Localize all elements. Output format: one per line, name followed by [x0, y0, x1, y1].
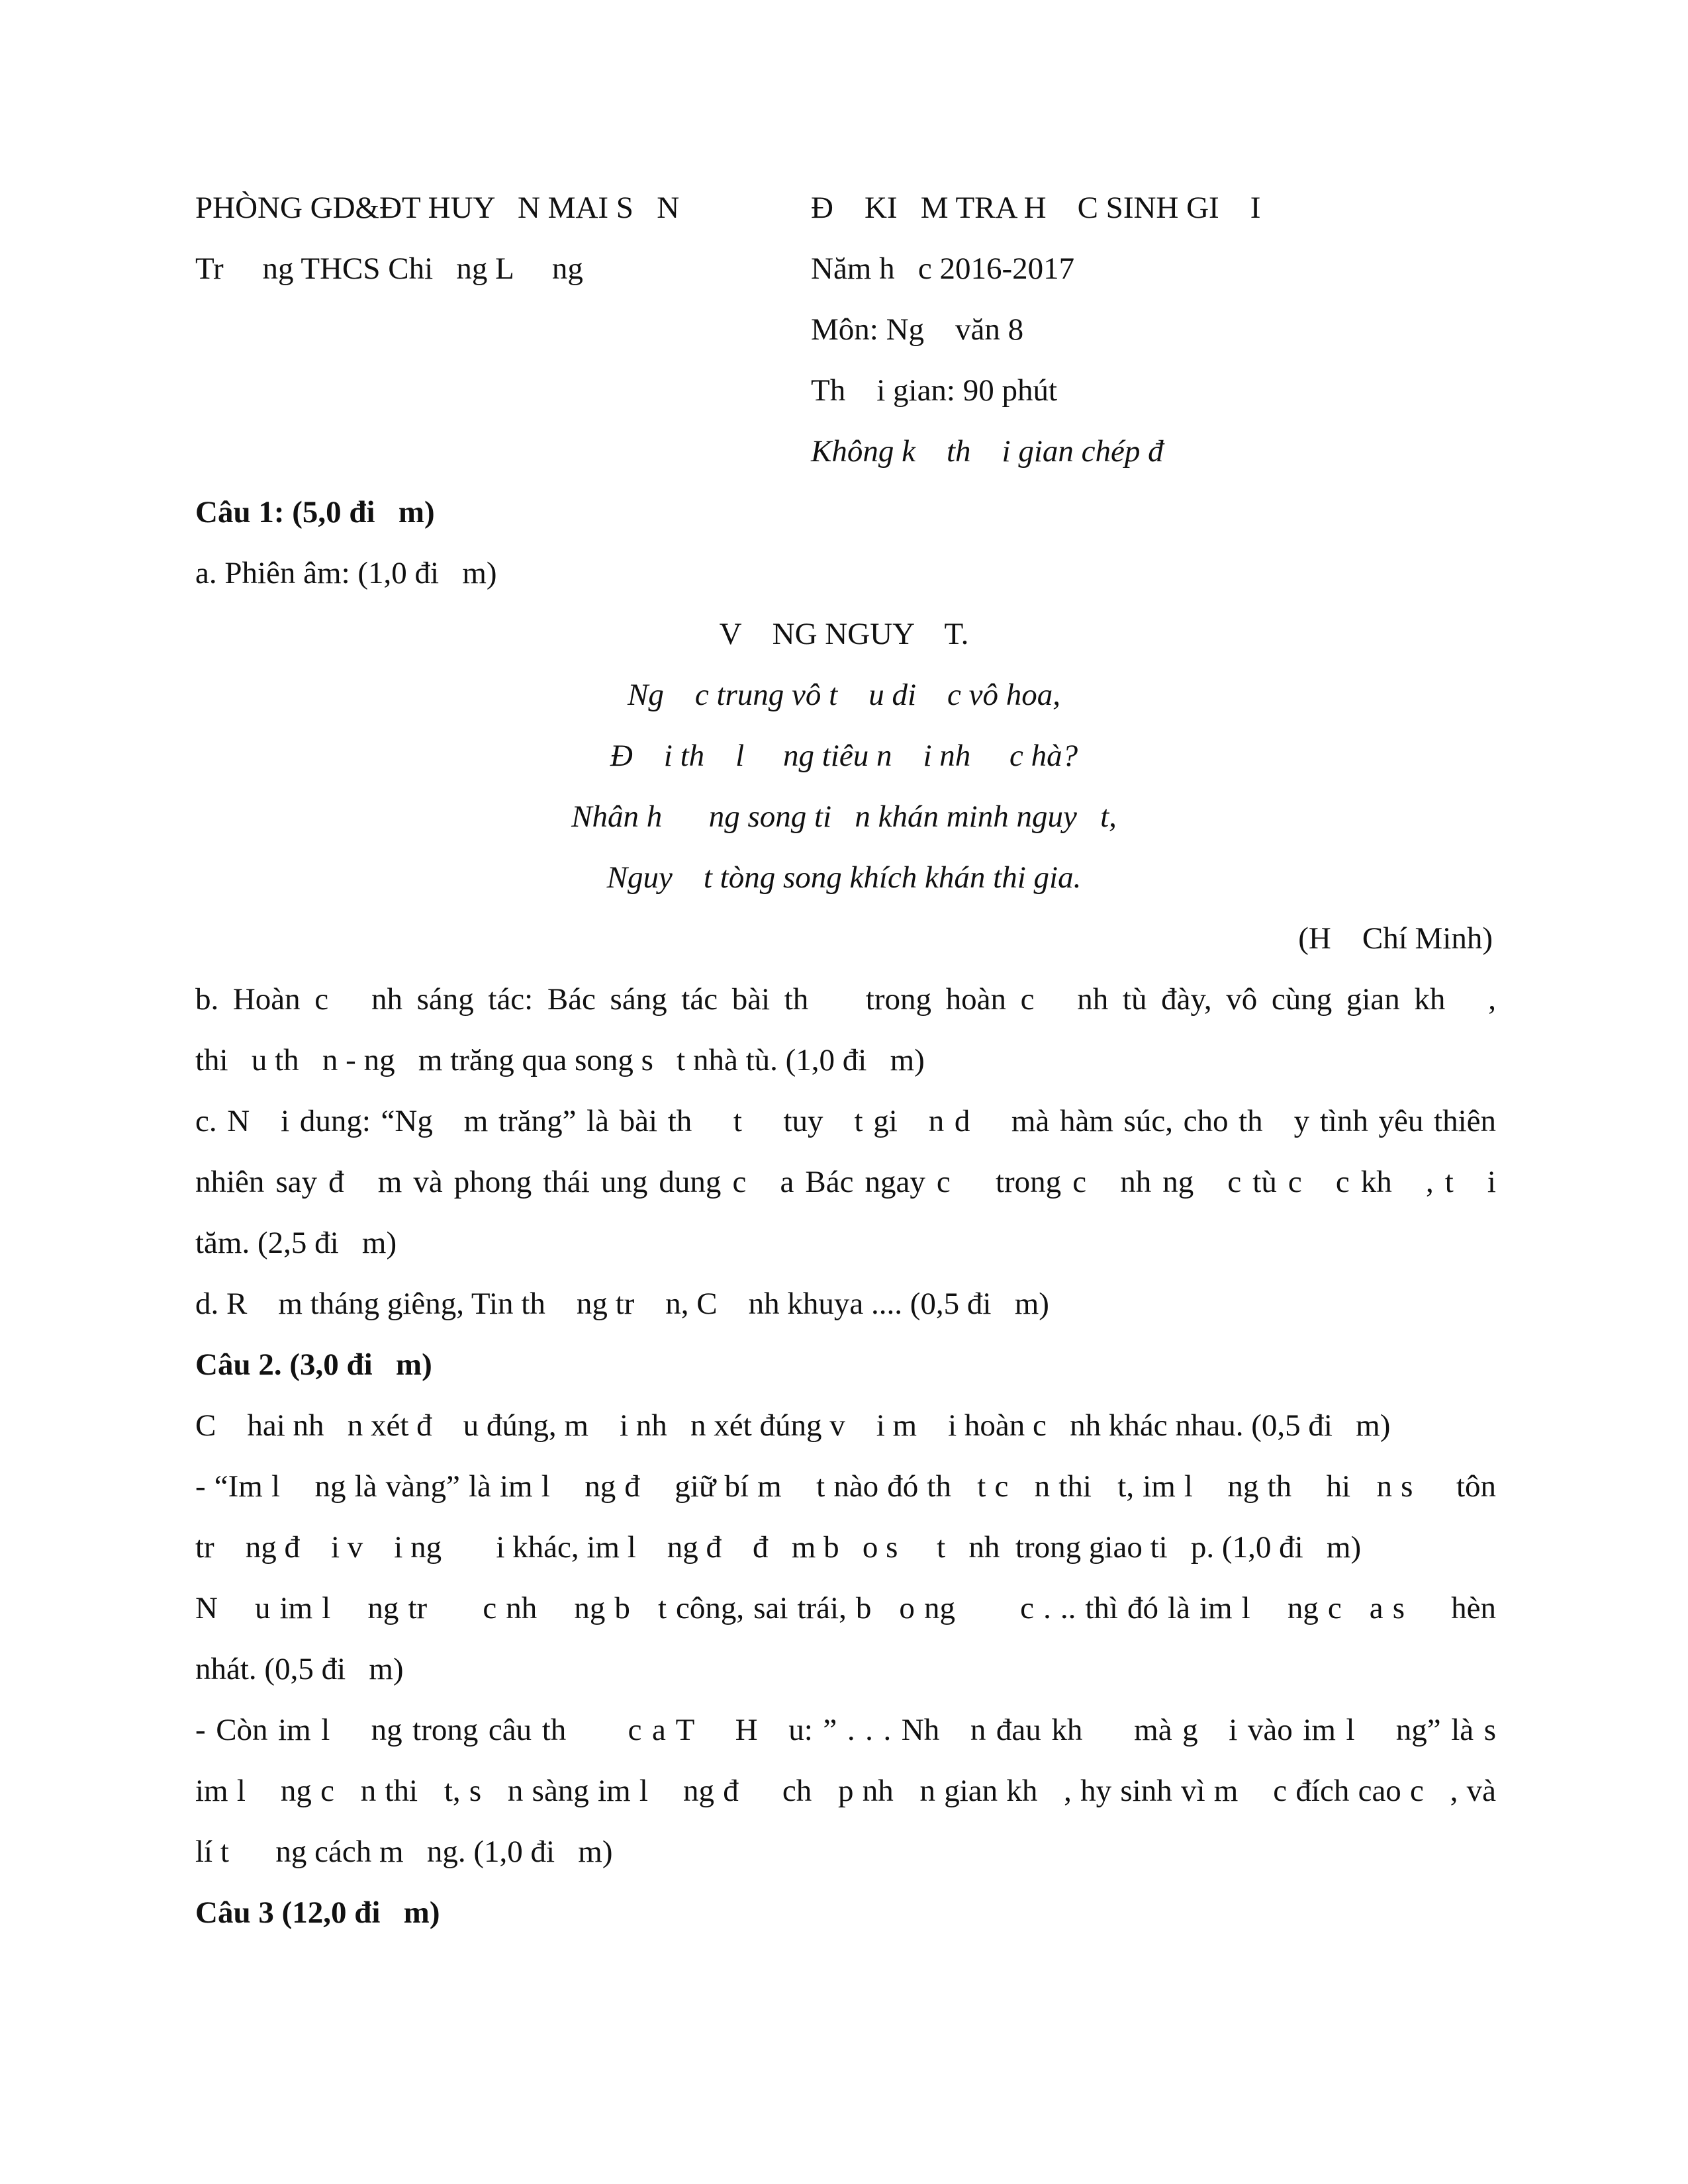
exam-title: Đ KI M TRA H C SINH GI I [811, 191, 1261, 225]
question-1-part-c: c. N i dung: “Ng m trăng” là bài th t tuy t gi n d mà hàm súc, cho th y tình yêu thiên [195, 1104, 1496, 1138]
poem-author: (H Chí Minh) [1298, 921, 1493, 956]
question-2-line: N u im l ng tr c nh ng b t công, sai trái, b o ng c . .. thì đó là im l ng c a s hèn [195, 1591, 1496, 1625]
question-2-line: nhát. (0,5 đi m) [195, 1652, 404, 1686]
question-1-part-b: thi u th n - ng m trăng qua song s t nhà tù. (1,0 đi m) [195, 1043, 925, 1077]
question-1-part-d: d. R m tháng giêng, Tin th ng tr n, C nh khuya .... (0,5 đi m) [195, 1287, 1049, 1321]
poem-line: Ng c trung vô t u di c vô hoa, [627, 678, 1060, 712]
exam-time: Th i gian: 90 phút [811, 373, 1058, 408]
school-name: Tr ng THCS Chi ng L ng [195, 251, 583, 286]
question-3-title: Câu 3 (12,0 đi m) [195, 1895, 440, 1930]
exam-subject: Môn: Ng văn 8 [811, 312, 1024, 347]
poem-title: V NG NGUY T. [719, 617, 969, 651]
poem-line: Nguy t tòng song khích khán thi gia. [606, 860, 1082, 895]
question-1-part-b: b. Hoàn c nh sáng tác: Bác sáng tác bài th trong hoàn c nh tù đày, vô cùng gian kh , [195, 982, 1496, 1017]
school-year: Năm h c 2016-2017 [811, 251, 1075, 286]
poem-line: Đ i th l ng tiêu n i nh c hà? [610, 739, 1078, 773]
question-2-line: - Còn im l ng trong câu th c a T H u: ” . . . Nh n đau kh mà g i vào im l ng” là s [195, 1713, 1496, 1747]
question-2-line: tr ng đ i v i ng i khác, im l ng đ đ m b o s t nh trong giao ti p. (1,0 đi m) [195, 1530, 1362, 1565]
question-2-line: lí t ng cách m ng. (1,0 đi m) [195, 1835, 613, 1869]
question-1-part-c: tăm. (2,5 đi m) [195, 1226, 397, 1260]
department-name: PHÒNG GD&ĐT HUY N MAI S N [195, 191, 680, 225]
question-2-title: Câu 2. (3,0 đi m) [195, 1347, 432, 1382]
question-2-line: C hai nh n xét đ u đúng, m i nh n xét đúng v i m i hoàn c nh khác nhau. (0,5 đi m) [195, 1408, 1391, 1443]
question-2-line: im l ng c n thi t, s n sàng im l ng đ ch p nh n gian kh , hy sinh vì m c đích cao c , và [195, 1774, 1496, 1808]
exam-note: Không k th i gian chép đ [811, 434, 1164, 469]
question-1-title: Câu 1: (5,0 đi m) [195, 495, 435, 529]
question-1-part-a: a. Phiên âm: (1,0 đi m) [195, 556, 497, 590]
poem-line: Nhân h ng song ti n khán minh nguy t, [571, 799, 1117, 834]
question-1-part-c: nhiên say đ m và phong thái ung dung c a Bác ngay c trong c nh ng c tù c c kh , t i [195, 1165, 1496, 1199]
question-2-line: - “Im l ng là vàng” là im l ng đ giữ bí m t nào đó th t c n thi t, im l ng th hi n s tôn [195, 1469, 1496, 1504]
